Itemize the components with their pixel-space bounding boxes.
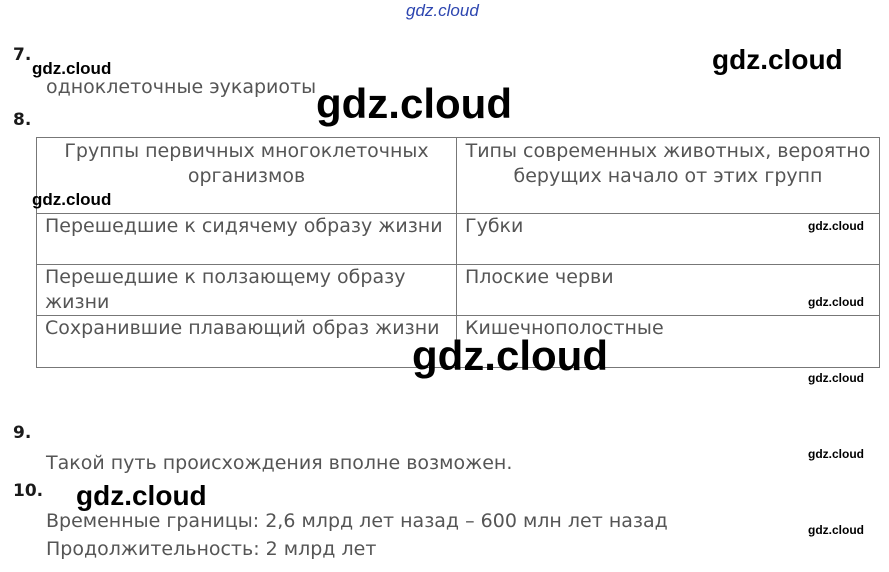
watermark: gdz.cloud [712,44,843,75]
watermark: gdz.cloud [808,371,864,385]
watermark: gdz.cloud [808,523,864,537]
watermark-top: gdz.cloud [406,1,479,20]
question-10-line-2: Продолжительность: 2 млрд лет [46,538,377,560]
question-10-line-1: Временные границы: 2,6 млрд лет назад – 600 млн лет назад [46,510,668,532]
table-row [37,265,880,316]
question-9-number: 9. [13,423,32,443]
watermark: gdz.cloud [316,80,512,127]
table-header-cell: Типы современных животных, вероятно берущих начало от этих групп [457,138,880,214]
table-cell: Перешедшие к ползающему образу жизни [37,265,457,316]
table-cell: Сохранившие плавающий образ жизни [37,316,457,368]
watermark: gdz.cloud [32,59,112,78]
table-cell: Перешедшие к сидячему образу жизни [37,214,457,265]
table-header-row [37,138,880,214]
table-cell: Губки [457,214,880,265]
watermark: gdz.cloud [808,447,864,461]
table-cell: Плоские черви [457,265,880,316]
question-9-answer: Такой путь происхождения вполне возможен. [46,452,513,474]
table-cell: Кишечнополостные [457,316,880,368]
watermark: gdz.cloud [76,480,207,511]
table-header-cell: Группы первичных многоклеточных организмов [37,138,457,214]
question-8-number: 8. [13,110,32,130]
watermark: gdz.cloud [32,190,112,209]
question-10-number: 10. [13,481,44,501]
watermark: gdz.cloud [808,219,864,233]
table-row [37,214,880,265]
watermark: gdz.cloud [808,295,864,309]
question-7-answer: одноклеточные эукариоты [46,76,317,98]
question-7-number: 7. [13,45,32,65]
watermark: gdz.cloud [412,332,608,379]
